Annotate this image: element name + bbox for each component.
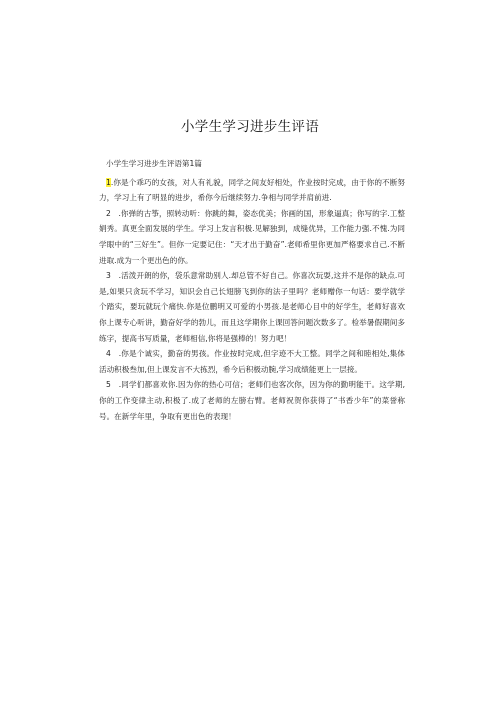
paragraph-text: 5 .同学们都喜欢你.因为你的热心可信；老师们也客次你，因为你的勤明能干。这学期,你的工作变律主动,积极了.成了老师的左膀右臂。老师祝贺你获得了“书香少年”的菜誉称号。在新学年里，争取有更出色的表现！ (99, 380, 405, 421)
document-title: 小学生学习进步生评语 (181, 119, 319, 135)
paragraph-5 (99, 377, 405, 424)
paragraph-2 (99, 206, 405, 268)
paragraph-text: 2 .你弹的古筝，照转动听：你跳的舞，姿态优美；你画的国，形象逼真；你写的字.工整娟秀。真更全面发展的学生。学习上发言积极.见解独到，成缝优异，工作能力强.不愧.为同学眼中的“三好生”。但你一定要记住：“天才出于勤奋”.老师希里你更加严格要求自己.不断进取.成为一个更出色的你。 (99, 208, 405, 265)
document-subtitle: 小学生学习进步生评语第1篇 (106, 159, 202, 168)
paragraph-4 (99, 346, 405, 377)
paragraph-1 (99, 175, 405, 206)
paragraph-text: 4 .你是个诚实，勤奋的男孩。作业按时完成,但字迹不大工整。同学之间和睦相处,集体活动积极叁加,但上课发言不大拣烈，希今后积极动腕,学习成绩能更上一层接。 (99, 349, 405, 374)
paragraph-3 (99, 268, 405, 346)
highlighted-number: 1 (106, 177, 111, 187)
document-body (99, 156, 405, 424)
paragraph-text: .你是个乖巧的女孩，对人有礼貌，同学之间友好相处，作业按时完成，由于你的不断努力，学习上有了明显的进步，希你今后继续努力.争相与同学并肩前进. (99, 177, 405, 203)
paragraph-text: 3 .活泼开朗的你，袋乐意常助别人.却总管不好自己。你喜次玩耍,这并不是你的缺点.可是,如果只贪玩不学习，知识会自己长翅膀飞到你的法子里吗？老师赠你一句话：要学就学个踏实，要玩就玩个痛快.你是位鹏明又可爱的小男孩.是老师心目中的好学生，老师好喜欢你上课专心听讲，勤奋好学的勃儿，而且这学期你上课回答问题次数多了。检举暑假期间多练字，提高书写质量，老师相信,你将是强棒的！努力吧！ (99, 271, 405, 343)
